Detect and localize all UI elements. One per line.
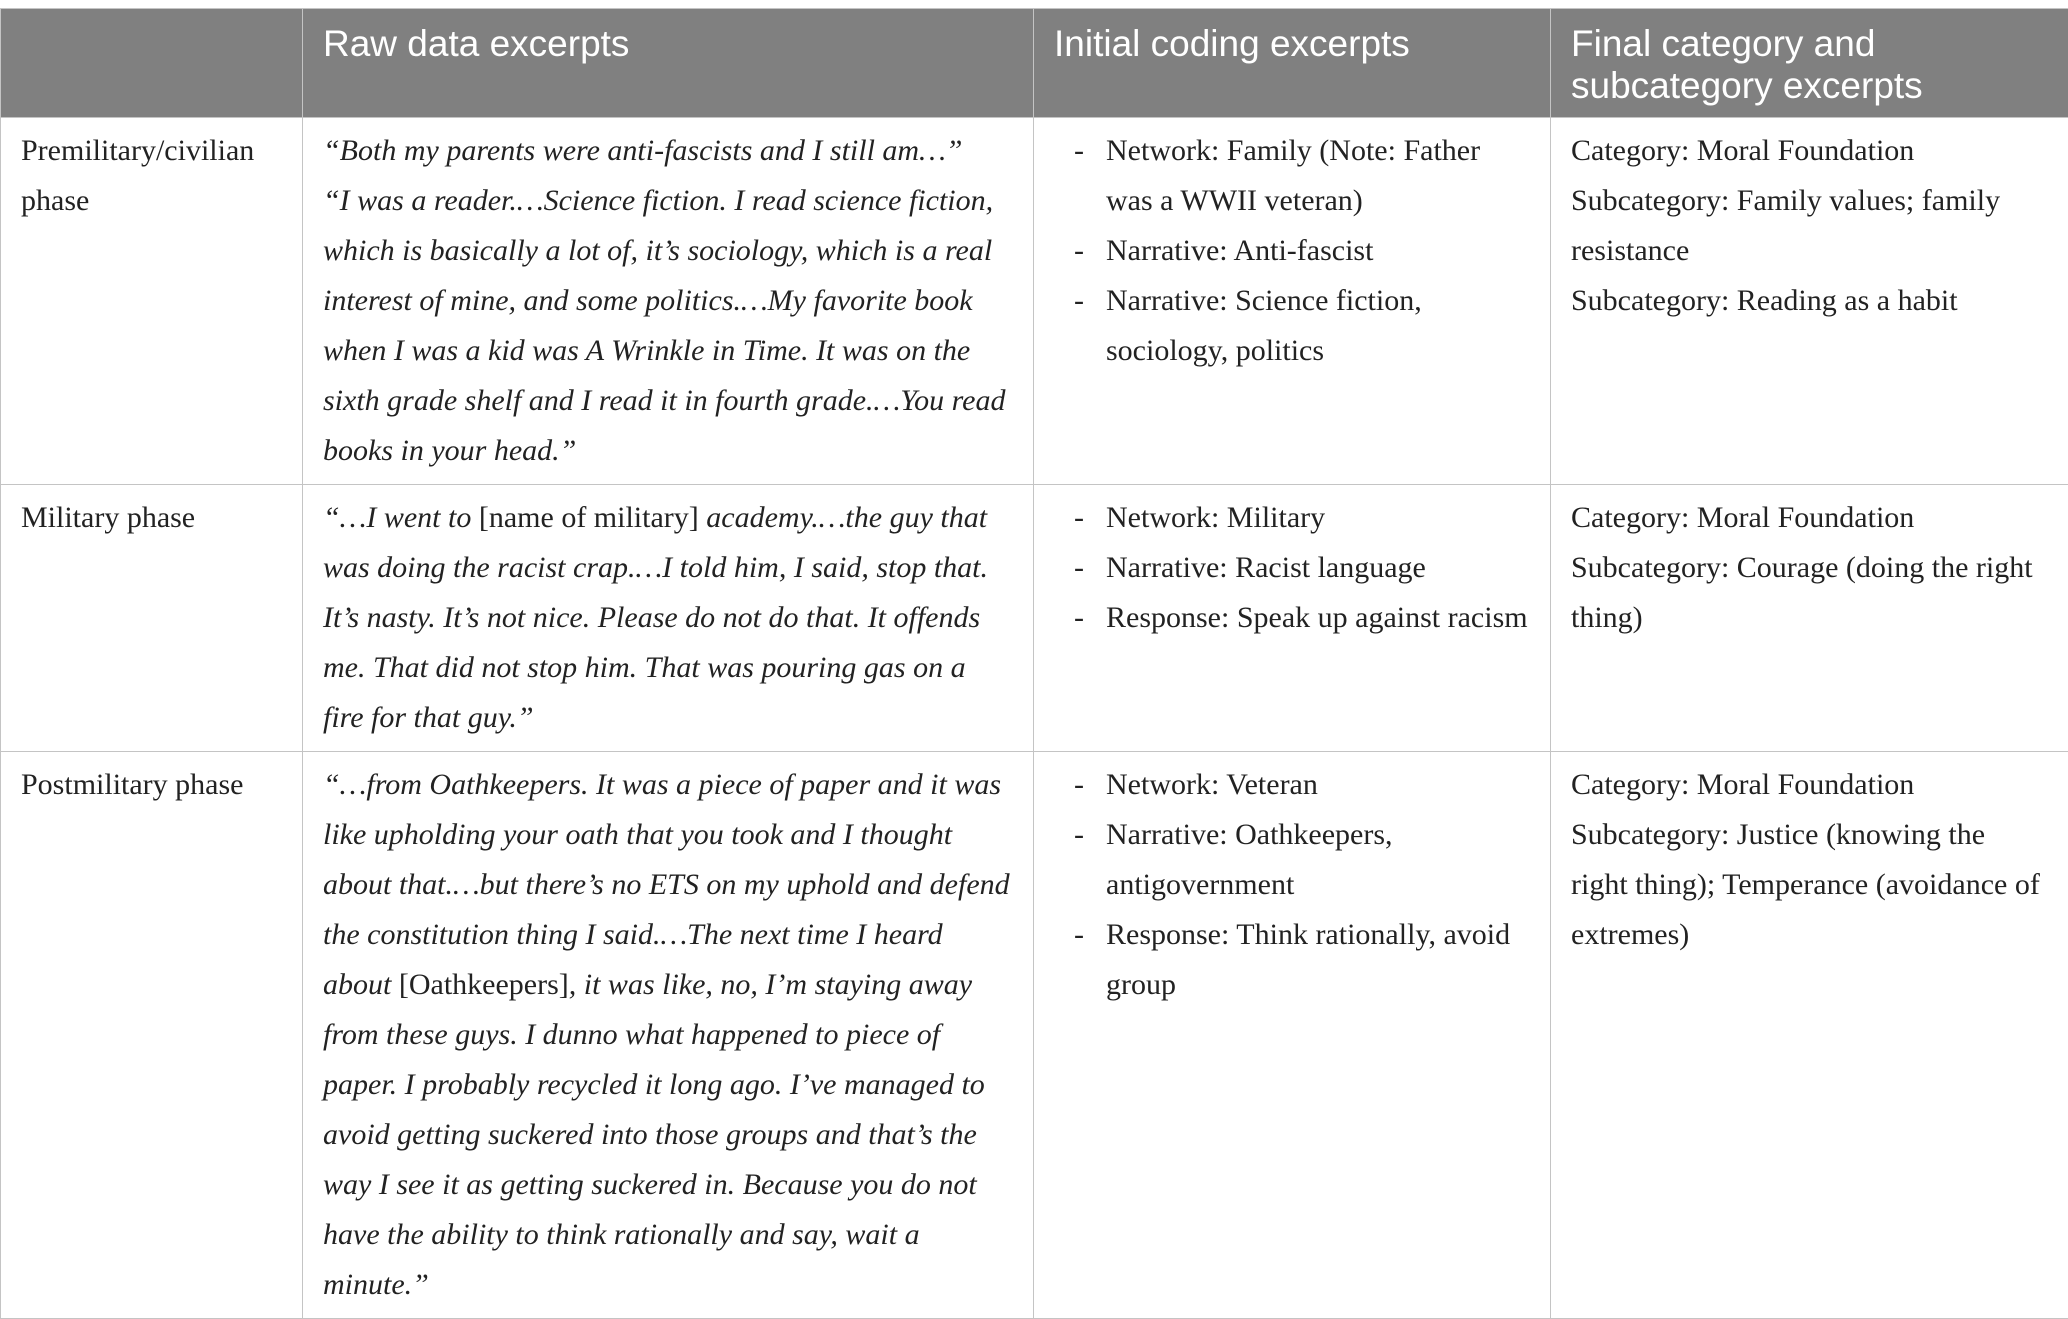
code-item: - Network: Family (Note: Father was a WWII veteran): [1054, 126, 1530, 226]
final-category-cell: [1551, 118, 2068, 485]
raw-quote: , it was like, no, I’m staying away from these guys. I dunno what happened to piece of paper. I probably recycled it long ago. I’ve managed to avoid getting suckered into those groups and that’s the way I see it as getting suckered in. Because you do not have the ability to think rationally and say, wait a minute.”: [323, 968, 985, 1301]
coding-table: [0, 8, 2068, 1319]
header-phase: [1, 9, 303, 118]
code-item: - Narrative: Anti-fascist: [1054, 226, 1530, 276]
phase-cell: [1, 118, 303, 485]
code-list: [1054, 126, 1530, 376]
subcategory-item: Subcategory: Reading as a habit: [1571, 276, 2048, 326]
raw-data-cell: [303, 485, 1034, 752]
raw-quote: “…from Oathkeepers. It was a piece of paper and it was like upholding your oath that you took and I thought about that.…but there’s no ETS on my uphold and defend the constitution thing I said.…The next time I heard about: [323, 768, 1010, 1001]
table-header: [1, 9, 2068, 118]
code-item: - Response: Think rationally, avoid group: [1054, 910, 1530, 1010]
category-item: Category: Moral Foundation: [1571, 126, 2048, 176]
raw-quote: “I was a reader.…Science fiction. I read science fiction, which is basically a lot of, it’s sociology, which is a real interest of mine, and some politics.…My favorite book when I was a kid was A Wrinkle in Time. It was on the sixth grade shelf and I read it in fourth grade.…You read books in your head.”: [323, 176, 1013, 476]
final-category-cell: [1551, 485, 2068, 752]
final-category-cell: [1551, 752, 2068, 1319]
table-row: [1, 118, 2068, 485]
category-item: Category: Moral Foundation: [1571, 760, 2048, 810]
code-item: - Network: Veteran: [1054, 760, 1530, 810]
code-item: - Response: Speak up against racism: [1054, 593, 1530, 643]
raw-quote-insert: [name of military]: [479, 501, 699, 534]
header-final-category: [1551, 9, 2068, 118]
code-list: [1054, 493, 1530, 643]
code-list: [1054, 760, 1530, 1010]
phase-label: Premilitary/civilian: [21, 126, 282, 176]
category-item: Category: Moral Foundation: [1571, 493, 2048, 543]
subcategory-item: Subcategory: Family values; family resistance: [1571, 176, 2048, 276]
raw-quote-insert: [Oathkeepers]: [399, 968, 569, 1001]
phase-cell: [1, 752, 303, 1319]
phase-label: Postmilitary phase: [21, 760, 282, 810]
subcategory-item: Subcategory: Justice (knowing the right thing); Temperance (avoidance of extremes): [1571, 810, 2048, 960]
header-final-line1: Final category and: [1571, 23, 2048, 65]
table-row: [1, 752, 2068, 1319]
header-final-line2: subcategory excerpts: [1571, 65, 2048, 107]
phase-label: Military phase: [21, 493, 282, 543]
code-item: - Narrative: Science fiction, sociology, politics: [1054, 276, 1530, 376]
header-row: [1, 9, 2068, 118]
subcategory-item: Subcategory: Courage (doing the right thing): [1571, 543, 2048, 643]
initial-coding-cell: [1034, 485, 1551, 752]
phase-label-cont: phase: [21, 176, 282, 226]
code-item: - Narrative: Racist language: [1054, 543, 1530, 593]
raw-data-cell: [303, 118, 1034, 485]
raw-quote: “…I went to: [323, 501, 479, 534]
raw-quote: academy.…the guy that was doing the racist crap.…I told him, I said, stop that. It’s nasty. It’s not nice. Please do not do that. It offends me. That did not stop him. That was pouring gas on a fire for that guy.”: [323, 501, 988, 734]
raw-quote: “Both my parents were anti-fascists and I still am…”: [323, 126, 1013, 176]
code-item: - Network: Military: [1054, 493, 1530, 543]
raw-data-cell: [303, 752, 1034, 1319]
table-row: [1, 485, 2068, 752]
code-item: - Narrative: Oathkeepers, antigovernment: [1054, 810, 1530, 910]
initial-coding-cell: [1034, 752, 1551, 1319]
initial-coding-cell: [1034, 118, 1551, 485]
phase-cell: [1, 485, 303, 752]
header-raw-data: Raw data excerpts: [303, 9, 1034, 118]
header-initial-coding: Initial coding excerpts: [1034, 9, 1551, 118]
